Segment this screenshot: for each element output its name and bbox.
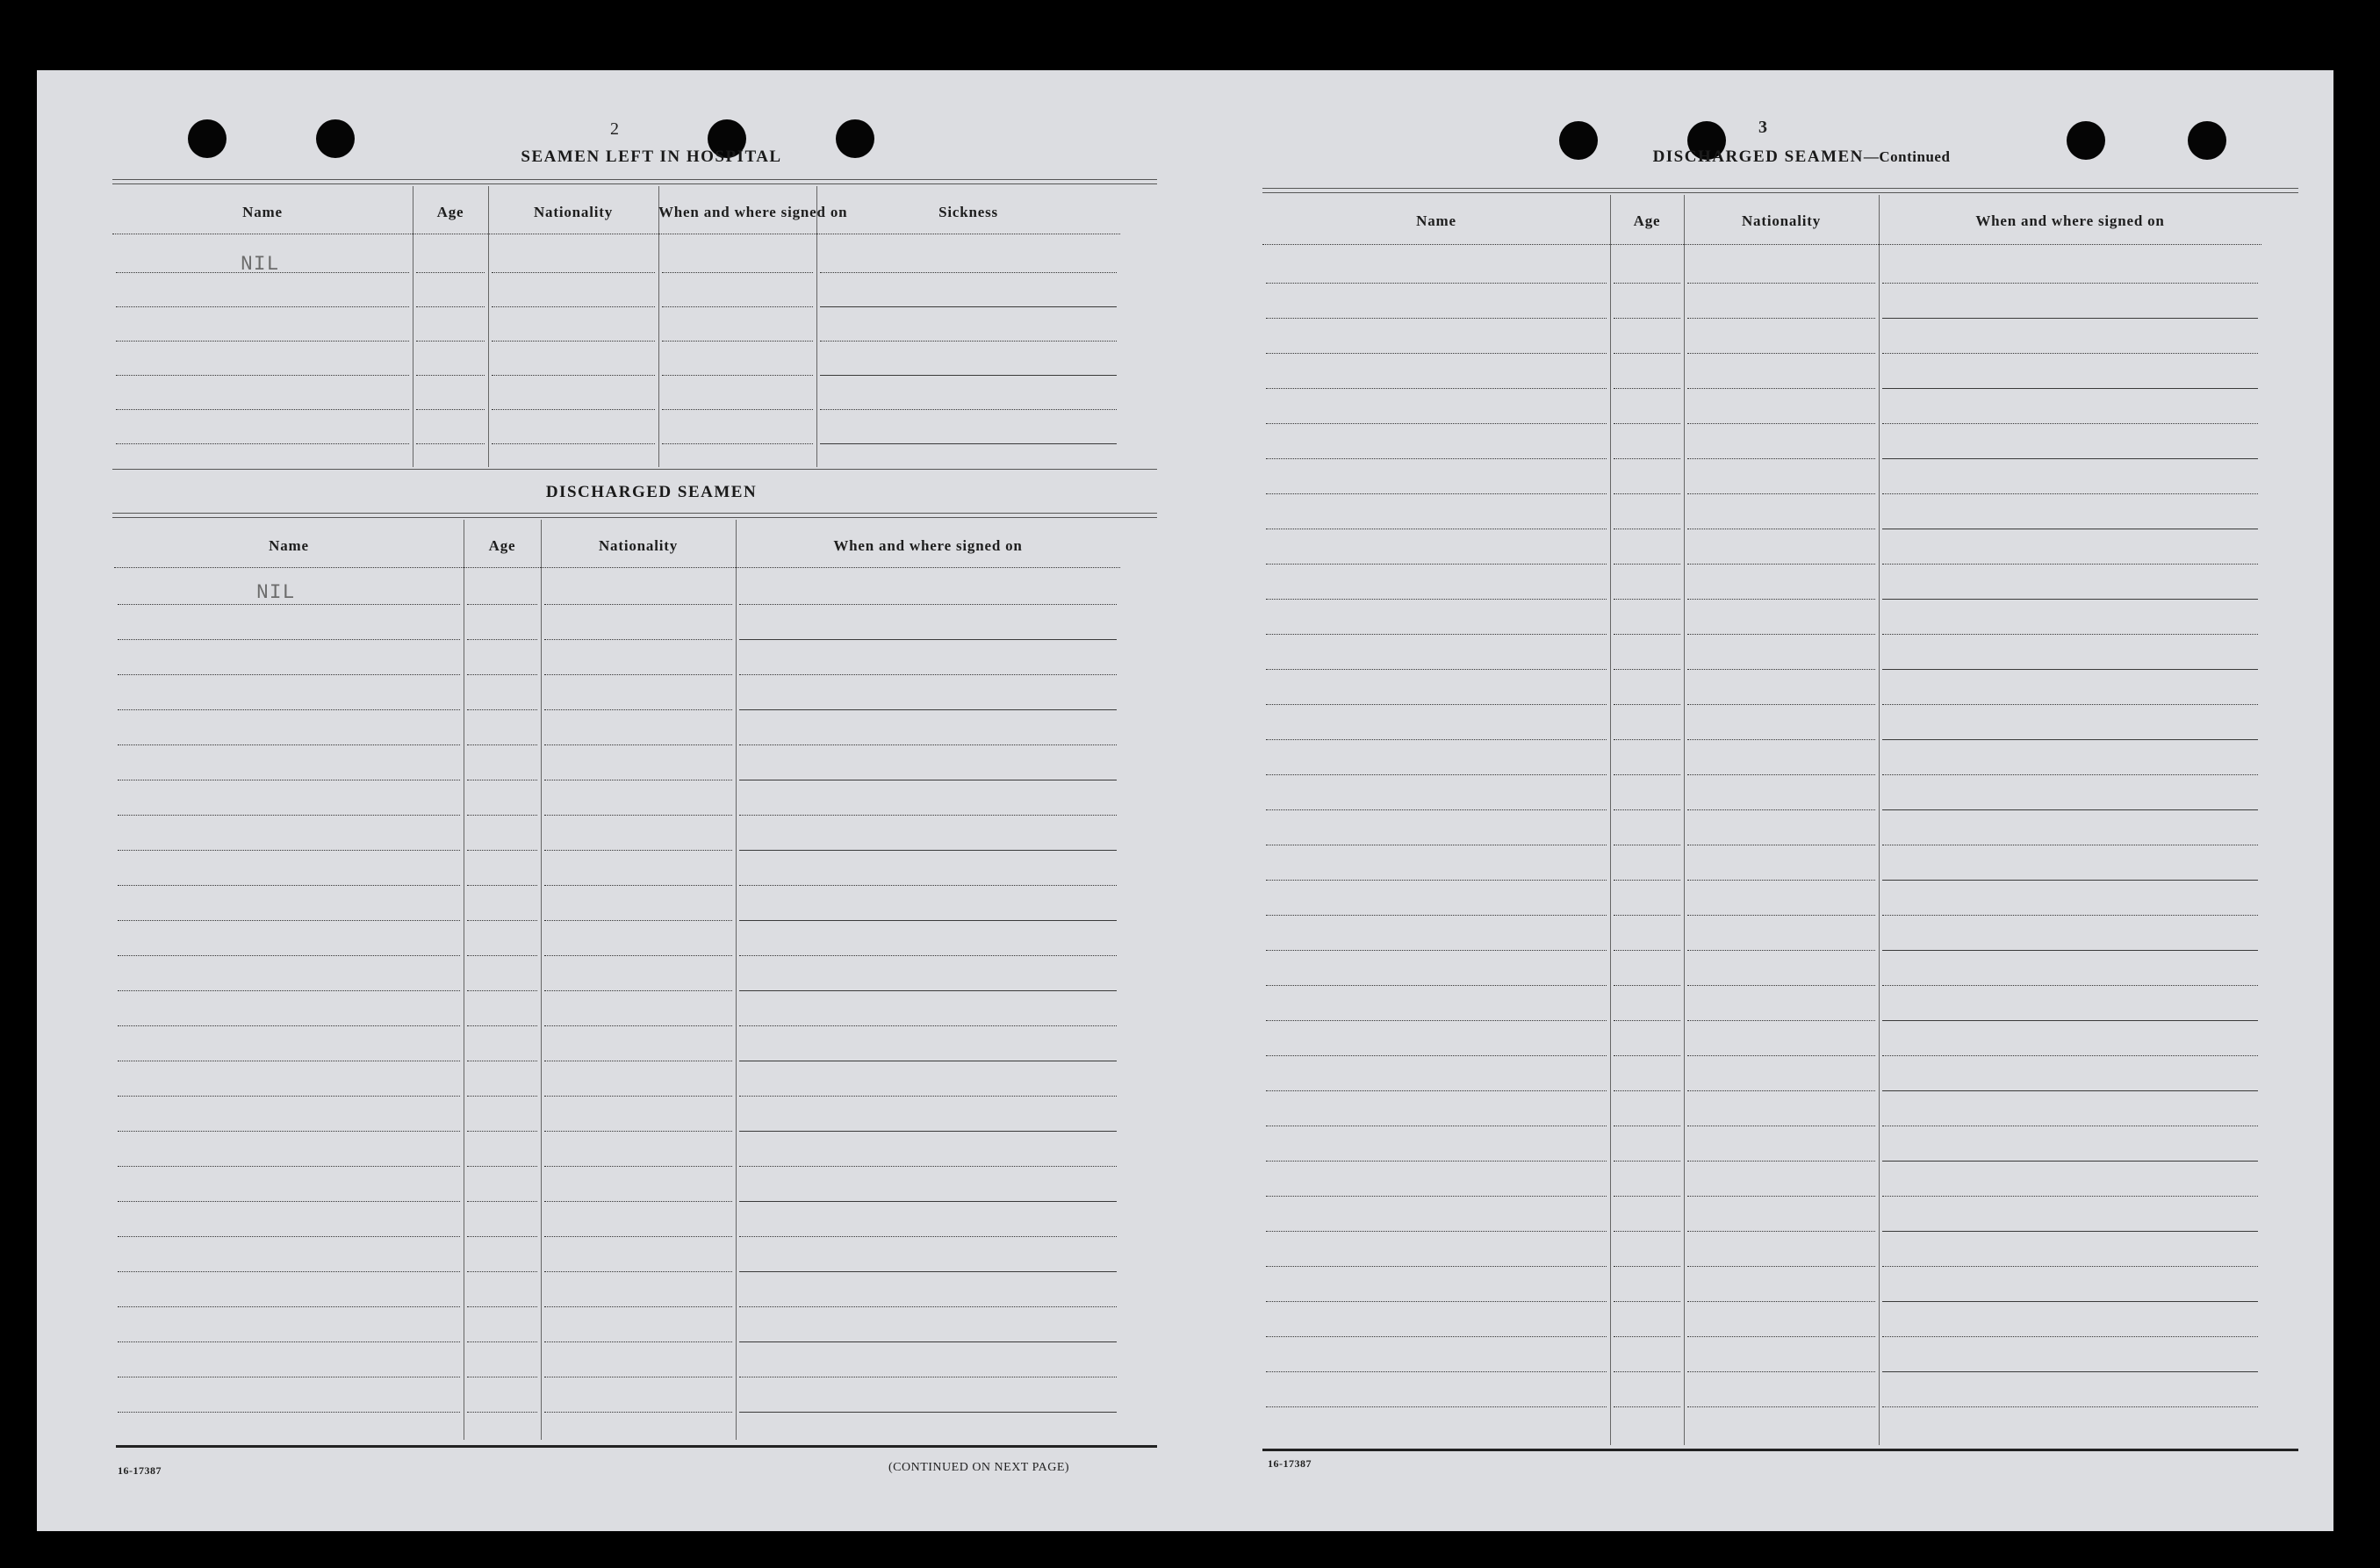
ruled-line (739, 1166, 1117, 1167)
ruled-line (1687, 1231, 1875, 1232)
ruled-line (1614, 493, 1680, 494)
ruled-line (1882, 1055, 2258, 1056)
ruled-line (1687, 353, 1875, 354)
ruled-line (1687, 283, 1875, 284)
column-header: Name (1416, 212, 1456, 229)
ruled-line (1266, 1406, 1607, 1407)
ruled-line (1882, 915, 2258, 916)
ruled-line (416, 341, 485, 342)
ruled-line (1687, 458, 1875, 459)
section-title-hospital: SEAMEN LEFT IN HOSPITAL (521, 147, 782, 166)
ruled-line (1266, 599, 1607, 600)
bottom-rule (116, 1445, 1157, 1448)
ruled-line (118, 639, 460, 640)
ruled-line (1882, 739, 2258, 740)
column-header: Age (1633, 212, 1661, 229)
ruled-line (118, 990, 460, 991)
ruled-line (1266, 423, 1607, 424)
ruled-line (1614, 318, 1680, 319)
ruled-line (467, 1271, 537, 1272)
ruled-line (1266, 669, 1607, 670)
column-divider (1610, 195, 1611, 1445)
ruled-line (416, 409, 485, 410)
column-header: Sickness (938, 204, 998, 220)
ruled-line (544, 639, 732, 640)
ruled-line (1614, 739, 1680, 740)
ruled-line (118, 885, 460, 886)
ruled-line (1266, 880, 1607, 881)
ruled-line (118, 709, 460, 710)
section-title-discharged-continued (1573, 147, 2030, 167)
section-title-discharged: DISCHARGED SEAMEN (545, 483, 758, 501)
ruled-line (1687, 634, 1875, 635)
ruled-line (467, 674, 537, 675)
ruled-line (1614, 1371, 1680, 1372)
ruled-line (116, 306, 409, 307)
ruled-line (1266, 950, 1607, 951)
ruled-line (1614, 950, 1680, 951)
ruled-line (1687, 423, 1875, 424)
ruled-line (1687, 1196, 1875, 1197)
ruled-line (1614, 388, 1680, 389)
ruled-line (544, 1271, 732, 1272)
ruled-line (739, 1236, 1117, 1237)
ruled-line (118, 674, 460, 675)
ruled-line (467, 1236, 537, 1237)
punch-hole-icon (2188, 121, 2226, 160)
ruled-line (739, 1412, 1117, 1413)
ruled-line (467, 955, 537, 956)
ruled-line (492, 409, 655, 410)
column-divider (541, 520, 542, 1440)
ruled-line (1882, 458, 2258, 459)
column-header: Age (488, 537, 516, 554)
ruled-line (1687, 493, 1875, 494)
ruled-line (1614, 423, 1680, 424)
ruled-line (492, 272, 655, 273)
ruled-line (544, 674, 732, 675)
ruled-line (1614, 1231, 1680, 1232)
ruled-line (820, 375, 1117, 376)
ruled-line (739, 850, 1117, 851)
ruled-line (1266, 1090, 1607, 1091)
ruled-line (1614, 880, 1680, 881)
ruled-line (544, 815, 732, 816)
ruled-line (1266, 353, 1607, 354)
ruled-line (467, 885, 537, 886)
ruled-line (1614, 283, 1680, 284)
ruled-line (118, 1412, 460, 1413)
ruled-line (739, 920, 1117, 921)
ruled-line (1882, 1090, 2258, 1091)
ruled-line (116, 375, 409, 376)
bottom-rule (1262, 1449, 2298, 1451)
ruled-line (544, 1341, 732, 1342)
ruled-line (1266, 1371, 1607, 1372)
punch-hole-icon (2067, 121, 2105, 160)
section-title-text: DISCHARGED SEAMEN (1652, 147, 1864, 166)
column-header: Nationality (598, 537, 679, 554)
ruled-line (1614, 1266, 1680, 1267)
ruled-line (1882, 1406, 2258, 1407)
ruled-line (1266, 1336, 1607, 1337)
ruled-line (544, 1166, 732, 1167)
punch-hole-icon (188, 119, 226, 158)
ruled-line (820, 306, 1117, 307)
ruled-line (1266, 318, 1607, 319)
ruled-line (1882, 1196, 2258, 1197)
typed-entry: NIL (241, 253, 280, 276)
ruled-line (739, 709, 1117, 710)
ruled-line (662, 341, 813, 342)
ruled-line (118, 850, 460, 851)
ruled-line (544, 1412, 732, 1413)
ruled-line (1882, 669, 2258, 670)
ruled-line (1882, 1336, 2258, 1337)
ruled-line (820, 443, 1117, 444)
ruled-line (1266, 458, 1607, 459)
ruled-line (118, 955, 460, 956)
page-number: 3 (1758, 118, 1767, 137)
ruled-line (1882, 950, 2258, 951)
ruled-line (118, 744, 460, 745)
ruled-line (1687, 1406, 1875, 1407)
column-header: When and where signed on (1975, 212, 2165, 229)
ruled-line (1266, 1161, 1607, 1162)
ruled-line (1614, 774, 1680, 775)
ruled-line (1266, 739, 1607, 740)
ruled-line (492, 306, 655, 307)
ruled-line (739, 1201, 1117, 1202)
ruled-line (118, 815, 460, 816)
ruled-line (1882, 283, 2258, 284)
ruled-line (820, 272, 1117, 273)
ruled-line (118, 1166, 460, 1167)
ruled-line (739, 744, 1117, 745)
ruled-line (820, 341, 1117, 342)
ruled-line (1266, 809, 1607, 810)
ruled-line (492, 375, 655, 376)
ruled-line (1687, 564, 1875, 565)
ruled-line (1614, 634, 1680, 635)
ruled-line (544, 1306, 732, 1307)
ruled-line (1882, 318, 2258, 319)
ruled-line (467, 1412, 537, 1413)
ruled-line (739, 639, 1117, 640)
ruled-line (1882, 1301, 2258, 1302)
ruled-line (544, 1236, 732, 1237)
ruled-line (467, 1306, 537, 1307)
ledger-paper (37, 70, 2333, 1531)
ruled-line (1882, 1161, 2258, 1162)
ruled-line (467, 1201, 537, 1202)
ruled-line (467, 744, 537, 745)
ruled-line (544, 709, 732, 710)
ruled-line (544, 1201, 732, 1202)
ruled-line (544, 920, 732, 921)
ruled-line (118, 1341, 460, 1342)
ruled-line (467, 1166, 537, 1167)
ruled-line (467, 920, 537, 921)
ruled-line (739, 990, 1117, 991)
ruled-line (1882, 388, 2258, 389)
punch-hole-icon (316, 119, 355, 158)
ruled-line (1882, 1266, 2258, 1267)
ruled-line (739, 1271, 1117, 1272)
ruled-line (739, 1131, 1117, 1132)
ruled-line (467, 815, 537, 816)
column-header: Age (436, 204, 464, 220)
column-header: Nationality (533, 204, 614, 220)
ruled-line (1266, 1196, 1607, 1197)
ruled-line (1266, 634, 1607, 635)
ruled-line (1614, 1020, 1680, 1021)
ruled-line (544, 955, 732, 956)
ruled-line (1687, 915, 1875, 916)
ruled-line (1882, 809, 2258, 810)
ruled-line (1687, 318, 1875, 319)
ruled-line (416, 272, 485, 273)
ruled-line (1882, 880, 2258, 881)
ruled-line (662, 375, 813, 376)
ruled-line (1687, 1301, 1875, 1302)
header-underline (1262, 244, 2261, 245)
ruled-line (1614, 1406, 1680, 1407)
section-title-suffix: —Continued (1863, 148, 1951, 165)
ruled-line (1614, 1055, 1680, 1056)
ruled-line (739, 1096, 1117, 1097)
ruled-line (544, 604, 732, 605)
form-number: 16-17387 (1268, 1457, 1312, 1470)
ruled-line (1687, 739, 1875, 740)
ruled-line (739, 1025, 1117, 1026)
ruled-line (1614, 985, 1680, 986)
ruled-line (118, 1201, 460, 1202)
ruled-line (492, 443, 655, 444)
ruled-line (1687, 599, 1875, 600)
column-header: When and where signed on (658, 204, 848, 220)
ruled-line (1266, 1301, 1607, 1302)
ruled-line (1266, 774, 1607, 775)
ruled-line (1687, 1336, 1875, 1337)
ruled-line (739, 604, 1117, 605)
ruled-line (544, 1025, 732, 1026)
ruled-line (820, 409, 1117, 410)
ruled-line (1687, 985, 1875, 986)
column-divider (736, 520, 737, 1440)
typed-entry: NIL (256, 581, 296, 604)
ruled-line (118, 1131, 460, 1132)
ruled-line (1266, 915, 1607, 916)
ruled-line (1614, 669, 1680, 670)
ruled-line (1266, 1020, 1607, 1021)
ruled-line (1614, 458, 1680, 459)
ruled-line (118, 1306, 460, 1307)
ruled-line (467, 604, 537, 605)
continued-note: (CONTINUED ON NEXT PAGE) (888, 1461, 1070, 1474)
ruled-line (118, 604, 460, 605)
ruled-line (467, 1341, 537, 1342)
ruled-line (1687, 1090, 1875, 1091)
ruled-line (116, 409, 409, 410)
ruled-line (739, 955, 1117, 956)
header-rule (112, 513, 1157, 518)
ruled-line (1266, 388, 1607, 389)
ruled-line (1266, 283, 1607, 284)
ruled-line (1614, 1301, 1680, 1302)
ruled-line (467, 709, 537, 710)
column-header: Name (269, 537, 309, 554)
ruled-line (118, 1236, 460, 1237)
column-divider (816, 186, 817, 467)
ruled-line (1266, 1231, 1607, 1232)
ruled-line (1687, 704, 1875, 705)
ruled-line (662, 272, 813, 273)
section-rule (112, 469, 1157, 470)
ruled-line (1614, 915, 1680, 916)
ruled-line (544, 885, 732, 886)
ruled-line (1882, 634, 2258, 635)
ruled-line (1882, 1371, 2258, 1372)
ruled-line (1614, 809, 1680, 810)
ruled-line (1687, 1266, 1875, 1267)
column-divider (1684, 195, 1685, 1445)
ruled-line (1687, 669, 1875, 670)
ruled-line (416, 443, 485, 444)
ruled-line (739, 885, 1117, 886)
ruled-line (739, 1341, 1117, 1342)
ruled-line (1882, 1020, 2258, 1021)
ruled-line (1882, 599, 2258, 600)
ruled-line (1614, 599, 1680, 600)
ruled-line (544, 744, 732, 745)
ruled-line (739, 674, 1117, 675)
ruled-line (1614, 1196, 1680, 1197)
ruled-line (118, 1025, 460, 1026)
ruled-line (662, 306, 813, 307)
column-divider (1879, 195, 1880, 1445)
header-rule (112, 179, 1157, 184)
ruled-line (116, 443, 409, 444)
ruled-line (544, 1096, 732, 1097)
ruled-line (662, 409, 813, 410)
ruled-line (1882, 564, 2258, 565)
ruled-line (1687, 1161, 1875, 1162)
ruled-line (118, 1271, 460, 1272)
ruled-line (467, 850, 537, 851)
ruled-line (1266, 985, 1607, 986)
ruled-line (1266, 1266, 1607, 1267)
ruled-line (118, 1096, 460, 1097)
ruled-line (1266, 1055, 1607, 1056)
ruled-line (118, 920, 460, 921)
ruled-line (739, 815, 1117, 816)
column-header: Name (242, 204, 283, 220)
ruled-line (1882, 704, 2258, 705)
ruled-line (1687, 388, 1875, 389)
ruled-line (1882, 985, 2258, 986)
ruled-line (739, 1306, 1117, 1307)
ruled-line (467, 1096, 537, 1097)
header-underline (114, 567, 1120, 568)
ruled-line (416, 375, 485, 376)
ruled-line (1266, 493, 1607, 494)
ruled-line (467, 990, 537, 991)
ruled-line (1614, 1090, 1680, 1091)
ruled-line (1882, 423, 2258, 424)
ruled-line (467, 639, 537, 640)
ruled-line (1687, 774, 1875, 775)
form-number: 16-17387 (118, 1464, 162, 1477)
ruled-line (662, 443, 813, 444)
ruled-line (544, 850, 732, 851)
ruled-line (492, 341, 655, 342)
ruled-line (1614, 1336, 1680, 1337)
ruled-line (1614, 1161, 1680, 1162)
ruled-line (1266, 564, 1607, 565)
ruled-line (1882, 1231, 2258, 1232)
ruled-line (1614, 564, 1680, 565)
ruled-line (1687, 950, 1875, 951)
ruled-line (1687, 1020, 1875, 1021)
ruled-line (1882, 353, 2258, 354)
column-header: Nationality (1741, 212, 1822, 229)
ruled-line (544, 990, 732, 991)
ruled-line (1614, 353, 1680, 354)
ruled-line (467, 1025, 537, 1026)
column-header: When and where signed on (833, 537, 1023, 554)
ruled-line (1687, 880, 1875, 881)
page-number: 2 (610, 119, 619, 139)
ruled-line (1687, 809, 1875, 810)
ruled-line (1882, 774, 2258, 775)
column-divider (658, 186, 659, 467)
column-divider (488, 186, 489, 467)
ruled-line (416, 306, 485, 307)
ruled-line (1687, 1371, 1875, 1372)
ruled-line (467, 1131, 537, 1132)
ruled-line (544, 1131, 732, 1132)
ruled-line (1882, 493, 2258, 494)
ruled-line (116, 341, 409, 342)
ruled-line (1687, 1055, 1875, 1056)
ruled-line (1614, 704, 1680, 705)
ruled-line (1266, 704, 1607, 705)
header-rule (1262, 188, 2298, 193)
